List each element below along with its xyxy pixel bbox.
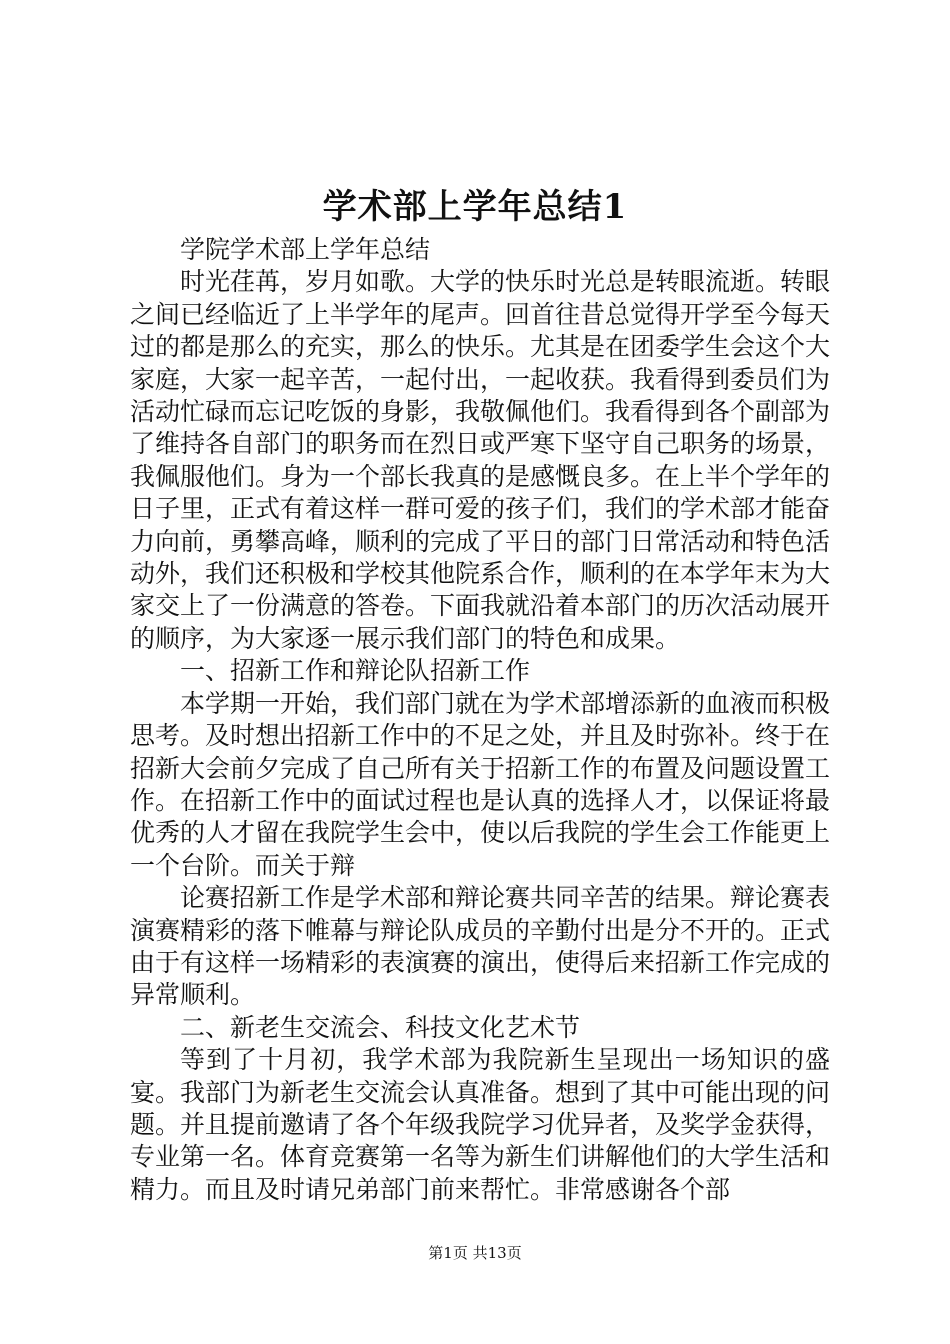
section-heading-1: 一、招新工作和辩论队招新工作 [180,656,531,686]
subtitle-paragraph: 学院学术部上学年总结 [180,235,431,264]
page-footer: 第1页 共13页 [428,1244,522,1262]
page-title: 学术部上学年总结1 [322,187,628,227]
section-1-paragraph-1: 本学期一开始，我们部门就在为学术部增添新的血液而积极思考。及时想出招新工作中的不足之处，并且及时弥补。终于在招新大会前夕完成了自己所有关于招新工作的布置及问题设置工作。在招新工作中的面试过程也是认真的选择人才，以保证将最优秀的人才留在我院学生会中，使以后我院的学生会工作能更上一个台阶。而关于辩 [130,688,831,880]
section-1-paragraph-2: 论赛招新工作是学术部和辩论赛共同辛苦的结果。辩论赛表演赛精彩的落下帷幕与辩论队成员的辛勤付出是分不开的。正式由于有这样一场精彩的表演赛的演出，使得后来招新工作完成的异常顺利。 [130,883,831,1010]
document-body [130,234,830,1206]
section-heading-2: 二、新老生交流会、科技文化艺术节 [180,1012,581,1042]
section-2-paragraph-1: 等到了十月初，我学术部为我院新生呈现出一场知识的盛宴。我部门为新老生交流会认真准备。想到了其中可能出现的问题。并且提前邀请了各个年级我院学习优异者，及奖学金获得，专业第一名。体育竞赛第一名等为新生们讲解他们的大学生活和精力。而且及时请兄弟部门前来帮忙。非常感谢各个部 [130,1045,831,1204]
intro-paragraph: 时光荏苒，岁月如歌。大学的快乐时光总是转眼流逝。转眼之间已经临近了上半学年的尾声。回首往昔总觉得开学至今每天过的都是那么的充实，那么的快乐。尤其是在团委学生会这个大家庭，大家一起辛苦，一起付出，一起收获。我看得到委员们为活动忙碌而忘记吃饭的身影，我敬佩他们。我看得到各个副部为了维持各自部门的职务而在烈日或严寒下坚守自己职务的场景，我佩服他们。身为一个部长我真的是感慨良多。在上半个学年的日子里，正式有着这样一群可爱的孩子们，我们的学术部才能奋力向前，勇攀高峰，顺利的完成了平日的部门日常活动和特色活动外，我们还积极和学校其他院系合作，顺利的在本学年末为大家交上了一份满意的答卷。下面我就沿着本部门的历次活动展开的顺序，为大家逐一展示我们部门的特色和成果。 [130,267,831,653]
